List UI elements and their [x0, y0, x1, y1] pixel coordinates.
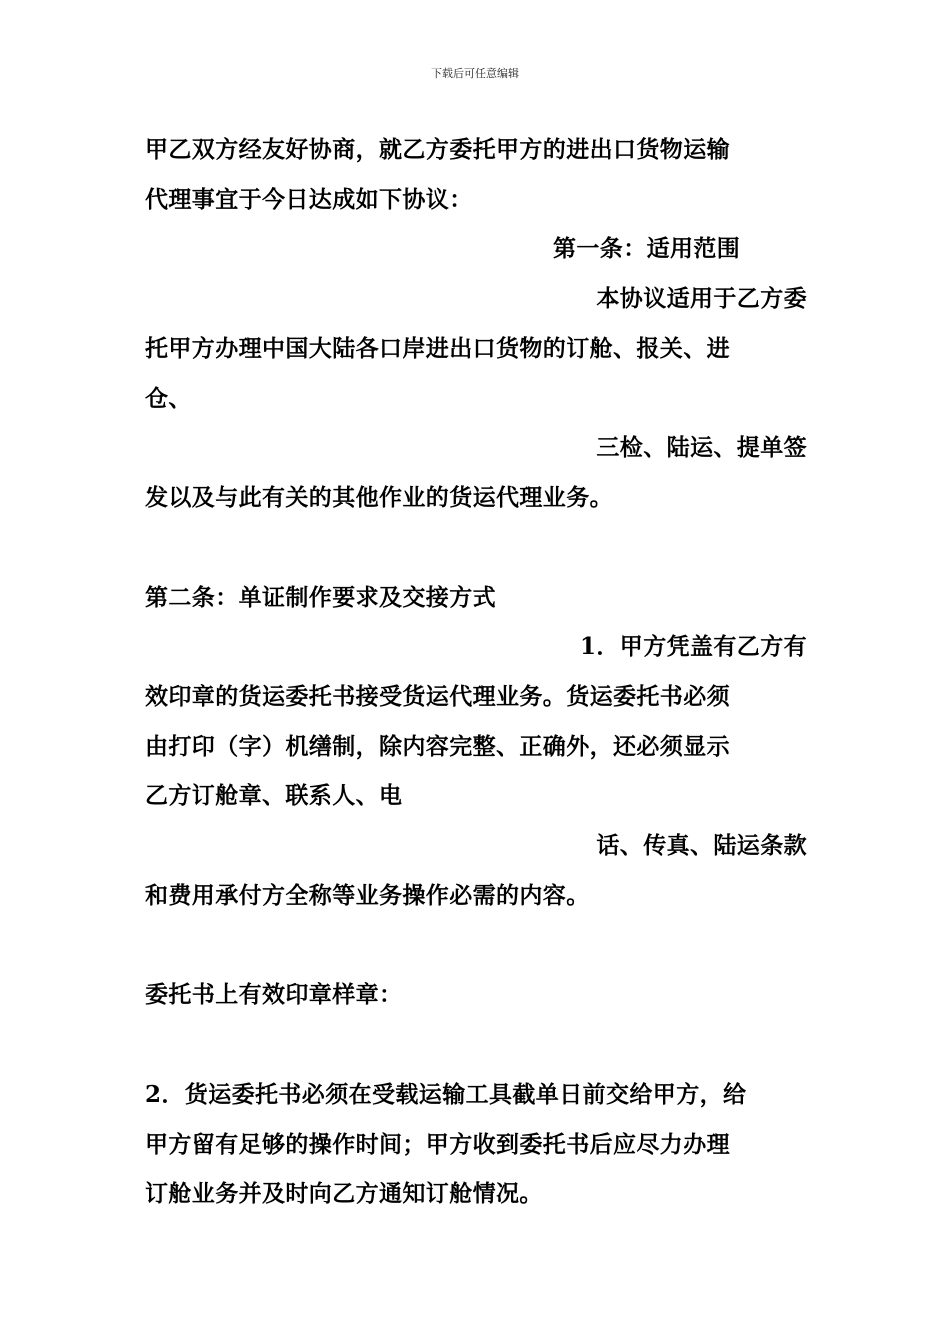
seal-sample-label: 委托书上有效印章样章：: [145, 981, 403, 1008]
article-1-heading: 第一条：适用范围: [553, 235, 741, 262]
page-header-note: 下载后可任意编辑: [431, 67, 519, 80]
paragraph-line: 效印章的货运委托书接受货运代理业务。货运委托书必须: [145, 683, 730, 710]
paragraph-line: 本协议适用于乙方委: [596, 285, 807, 312]
paragraph-line: 甲方留有足够的操作时间；甲方收到委托书后应尽力办理: [145, 1131, 730, 1158]
paragraph-line: 甲乙双方经友好协商，就乙方委托甲方的进出口货物运输: [145, 136, 730, 163]
paragraph-line: 发以及与此有关的其他作业的货运代理业务。: [145, 484, 613, 511]
paragraph-line: 2．货运委托书必须在受载运输工具截单日前交给甲方，给: [145, 1081, 747, 1108]
paragraph-line: 话、传真、陆运条款: [596, 832, 807, 859]
paragraph-line: 乙方订舱章、联系人、电: [145, 782, 403, 809]
paragraph-line: 订舱业务并及时向乙方通知订舱情况。: [145, 1180, 543, 1207]
paragraph-line: 托甲方办理中国大陆各口岸进出口货物的订舱、报关、进: [145, 335, 730, 362]
paragraph-line: 仓、: [145, 385, 192, 412]
paragraph-line: 代理事宜于今日达成如下协议：: [145, 186, 473, 213]
paragraph-line: 三检、陆运、提单签: [596, 434, 807, 461]
paragraph-line: 1．甲方凭盖有乙方有: [579, 633, 807, 660]
paragraph-line: 由打印（字）机缮制，除内容完整、正确外，还必须显示: [145, 733, 730, 760]
article-2-heading: 第二条：单证制作要求及交接方式: [145, 584, 496, 611]
paragraph-line: 和费用承付方全称等业务操作必需的内容。: [145, 882, 590, 909]
